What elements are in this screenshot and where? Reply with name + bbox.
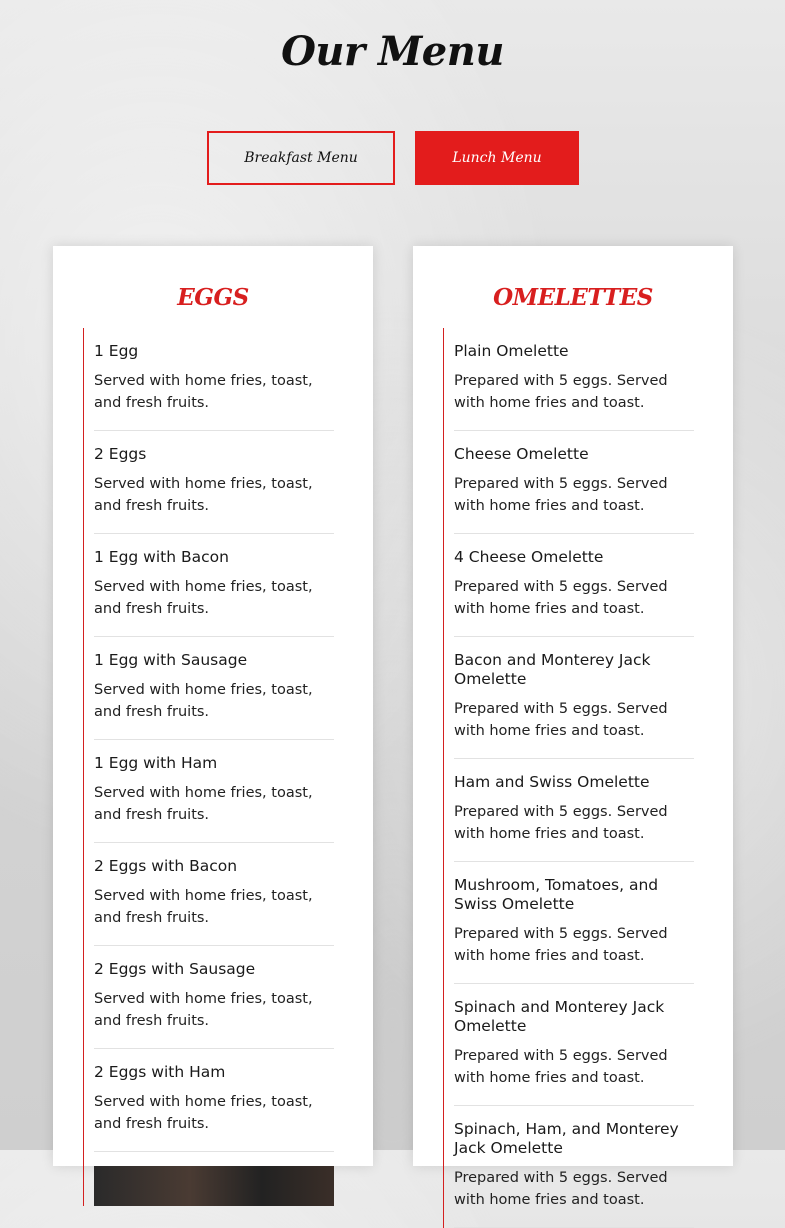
item-name: Spinach, Ham, and Monterey Jack Omelette bbox=[454, 1120, 679, 1157]
item-name: 2 Eggs with Sausage bbox=[94, 960, 256, 978]
page-title: Our Menu bbox=[281, 28, 504, 75]
item-name: 2 Eggs bbox=[94, 445, 147, 463]
omelettes-title: OMELETTES bbox=[493, 284, 653, 311]
menu-tabs bbox=[207, 131, 579, 185]
list-item bbox=[454, 1106, 694, 1228]
list-item bbox=[454, 534, 694, 637]
tab-lunch-menu[interactable]: Lunch Menu bbox=[415, 131, 579, 185]
item-name: 1 Egg bbox=[94, 342, 139, 360]
item-name: Ham and Swiss Omelette bbox=[454, 773, 650, 791]
item-description: Prepared with 5 eggs. Served with home fries and toast. bbox=[454, 476, 668, 514]
item-name: 1 Egg with Bacon bbox=[94, 548, 229, 566]
list-item bbox=[94, 1049, 334, 1152]
list-item bbox=[454, 637, 694, 759]
tab-breakfast-menu[interactable]: Breakfast Menu bbox=[207, 131, 395, 185]
item-description: Prepared with 5 eggs. Served with home fries and toast. bbox=[454, 373, 668, 411]
item-description: Served with home fries, toast, and fresh fruits. bbox=[94, 1094, 313, 1132]
omelettes-card bbox=[413, 246, 733, 1208]
item-description: Served with home fries, toast, and fresh fruits. bbox=[94, 476, 313, 514]
list-item bbox=[94, 843, 334, 946]
item-description: Prepared with 5 eggs. Served with home fries and toast. bbox=[454, 701, 668, 739]
list-item bbox=[94, 431, 334, 534]
item-description: Served with home fries, toast, and fresh fruits. bbox=[94, 682, 313, 720]
item-name: Spinach and Monterey Jack Omelette bbox=[454, 998, 665, 1035]
eggs-list bbox=[83, 328, 344, 1206]
item-name: 4 Cheese Omelette bbox=[454, 548, 604, 566]
list-item bbox=[94, 946, 334, 1049]
list-item bbox=[454, 862, 694, 984]
item-description: Served with home fries, toast, and fresh fruits. bbox=[94, 991, 313, 1029]
list-item bbox=[454, 759, 694, 862]
list-item bbox=[94, 328, 334, 431]
item-description: Prepared with 5 eggs. Served with home fries and toast. bbox=[454, 1048, 668, 1086]
item-name: 2 Eggs with Ham bbox=[94, 1063, 226, 1081]
list-item bbox=[94, 637, 334, 740]
list-item bbox=[454, 328, 694, 431]
item-description: Prepared with 5 eggs. Served with home fries and toast. bbox=[454, 1170, 668, 1208]
item-description: Served with home fries, toast, and fresh fruits. bbox=[94, 579, 313, 617]
eggs-card bbox=[53, 246, 373, 1166]
item-name: Cheese Omelette bbox=[454, 445, 589, 463]
item-name: 1 Egg with Sausage bbox=[94, 651, 248, 669]
list-item bbox=[94, 740, 334, 843]
menu-photo bbox=[94, 1166, 334, 1206]
item-description: Served with home fries, toast, and fresh fruits. bbox=[94, 785, 313, 823]
list-item bbox=[454, 984, 694, 1106]
item-description: Prepared with 5 eggs. Served with home fries and toast. bbox=[454, 926, 668, 964]
item-name: Bacon and Monterey Jack Omelette bbox=[454, 651, 651, 688]
item-description: Served with home fries, toast, and fresh fruits. bbox=[94, 888, 313, 926]
list-item bbox=[454, 431, 694, 534]
item-name: 1 Egg with Ham bbox=[94, 754, 218, 772]
item-name: Mushroom, Tomatoes, and Swiss Omelette bbox=[454, 876, 659, 913]
item-description: Served with home fries, toast, and fresh fruits. bbox=[94, 373, 313, 411]
eggs-title: EGGS bbox=[177, 284, 249, 311]
item-description: Prepared with 5 eggs. Served with home fries and toast. bbox=[454, 579, 668, 617]
omelettes-list bbox=[443, 328, 704, 1228]
list-item bbox=[94, 534, 334, 637]
item-name: 2 Eggs with Bacon bbox=[94, 857, 238, 875]
item-name: Plain Omelette bbox=[454, 342, 569, 360]
item-description: Prepared with 5 eggs. Served with home fries and toast. bbox=[454, 804, 668, 842]
